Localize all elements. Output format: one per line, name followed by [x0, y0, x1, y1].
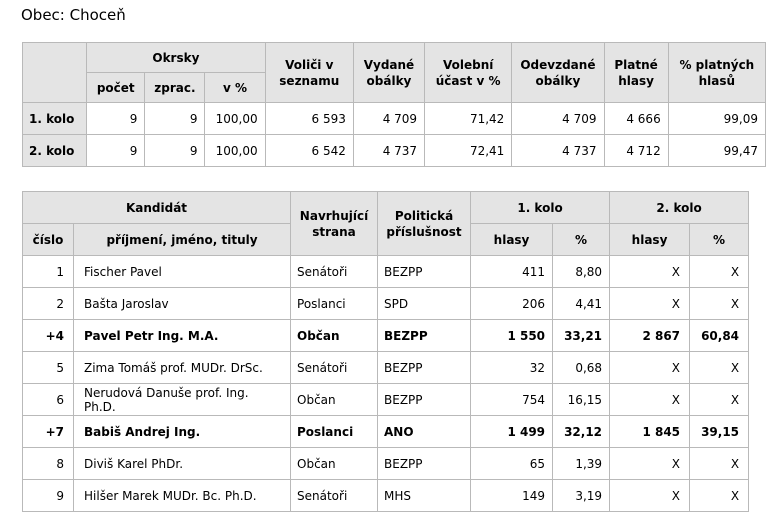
round1-pct: 32,12	[553, 416, 610, 448]
header-okrsky: Okrsky	[87, 43, 265, 73]
candidate-name: Bašta Jaroslav	[74, 288, 291, 320]
cell-v-pct: 100,00	[205, 135, 265, 167]
round-label: 1. kolo	[23, 103, 87, 135]
header-zprac: zprac.	[145, 73, 205, 103]
round2-votes: X	[610, 448, 690, 480]
cell-pocet: 9	[87, 103, 145, 135]
header-pct-1: %	[553, 224, 610, 256]
candidate-affiliation: BEZPP	[378, 384, 471, 416]
cell-odevzdane: 4 709	[512, 103, 604, 135]
candidate-number: 9	[23, 480, 74, 512]
header-cislo: číslo	[23, 224, 74, 256]
candidate-name: Hilšer Marek MUDr. Bc. Ph.D.	[74, 480, 291, 512]
candidate-party: Občan	[291, 448, 378, 480]
round2-pct: X	[690, 480, 749, 512]
candidate-row	[23, 448, 749, 480]
candidate-name: Zima Tomáš prof. MUDr. DrSc.	[74, 352, 291, 384]
candidate-name: Pavel Petr Ing. M.A.	[74, 320, 291, 352]
cell-volici: 6 542	[265, 135, 353, 167]
round1-pct: 3,19	[553, 480, 610, 512]
candidate-number: +7	[23, 416, 74, 448]
round1-votes: 411	[471, 256, 553, 288]
candidate-number: 5	[23, 352, 74, 384]
summary-row	[23, 103, 766, 135]
candidate-affiliation: BEZPP	[378, 352, 471, 384]
round2-pct: 39,15	[690, 416, 749, 448]
round2-pct: X	[690, 384, 749, 416]
candidate-affiliation: BEZPP	[378, 448, 471, 480]
header-vydane: Vydané obálky	[353, 43, 424, 103]
cell-volici: 6 593	[265, 103, 353, 135]
round2-votes: X	[610, 480, 690, 512]
cell-ucast: 72,41	[425, 135, 512, 167]
candidate-party: Poslanci	[291, 416, 378, 448]
candidate-number: 6	[23, 384, 74, 416]
round1-pct: 33,21	[553, 320, 610, 352]
header-pct-platnych: % platných hlasů	[668, 43, 765, 103]
header-odevzdane: Odevzdané obálky	[512, 43, 604, 103]
round1-votes: 1 499	[471, 416, 553, 448]
cell-platne: 4 666	[604, 103, 668, 135]
header-pct-2: %	[690, 224, 749, 256]
candidate-number: 2	[23, 288, 74, 320]
candidate-party: Poslanci	[291, 288, 378, 320]
round2-votes: 1 845	[610, 416, 690, 448]
round2-votes: X	[610, 384, 690, 416]
candidate-row	[23, 320, 749, 352]
round1-votes: 1 550	[471, 320, 553, 352]
round1-votes: 149	[471, 480, 553, 512]
candidate-name: Fischer Pavel	[74, 256, 291, 288]
summary-row	[23, 135, 766, 167]
candidate-row	[23, 256, 749, 288]
summary-corner-cell	[23, 43, 87, 103]
candidate-row	[23, 480, 749, 512]
cell-v-pct: 100,00	[205, 103, 265, 135]
header-platne: Platné hlasy	[604, 43, 668, 103]
header-kolo2: 2. kolo	[610, 192, 749, 224]
candidate-name: Diviš Karel PhDr.	[74, 448, 291, 480]
round2-pct: X	[690, 448, 749, 480]
candidate-affiliation: MHS	[378, 480, 471, 512]
candidate-party: Senátoři	[291, 256, 378, 288]
round2-votes: X	[610, 352, 690, 384]
round1-votes: 65	[471, 448, 553, 480]
round1-votes: 32	[471, 352, 553, 384]
header-strana: Navrhující strana	[291, 192, 378, 256]
round2-votes: X	[610, 288, 690, 320]
header-kandidat: Kandidát	[23, 192, 291, 224]
round1-pct: 8,80	[553, 256, 610, 288]
candidate-name: Babiš Andrej Ing.	[74, 416, 291, 448]
round2-votes: 2 867	[610, 320, 690, 352]
round1-pct: 4,41	[553, 288, 610, 320]
candidate-party: Občan	[291, 384, 378, 416]
candidates-table	[22, 191, 749, 512]
candidate-row	[23, 352, 749, 384]
cell-ucast: 71,42	[425, 103, 512, 135]
header-volici: Voliči v seznamu	[265, 43, 353, 103]
candidate-affiliation: BEZPP	[378, 256, 471, 288]
round2-pct: X	[690, 288, 749, 320]
cell-zprac: 9	[145, 103, 205, 135]
candidate-party: Senátoři	[291, 480, 378, 512]
cell-vydane: 4 737	[353, 135, 424, 167]
round2-pct: X	[690, 256, 749, 288]
candidate-name: Nerudová Danuše prof. Ing. Ph.D.	[74, 384, 291, 416]
cell-pct-platnych: 99,09	[668, 103, 765, 135]
candidate-number: 1	[23, 256, 74, 288]
candidate-affiliation: BEZPP	[378, 320, 471, 352]
page-title: Obec: Choceň	[21, 6, 126, 24]
round2-votes: X	[610, 256, 690, 288]
cell-pocet: 9	[87, 135, 145, 167]
header-pocet: počet	[87, 73, 145, 103]
header-ucast: Volební účast v %	[425, 43, 512, 103]
candidate-row	[23, 288, 749, 320]
candidate-row	[23, 384, 749, 416]
candidate-number: +4	[23, 320, 74, 352]
candidate-affiliation: SPD	[378, 288, 471, 320]
round1-votes: 206	[471, 288, 553, 320]
round2-pct: X	[690, 352, 749, 384]
round1-pct: 1,39	[553, 448, 610, 480]
round1-votes: 754	[471, 384, 553, 416]
header-hlasy-2: hlasy	[610, 224, 690, 256]
cell-pct-platnych: 99,47	[668, 135, 765, 167]
header-kolo1: 1. kolo	[471, 192, 610, 224]
turnout-summary-table	[22, 42, 766, 167]
candidate-party: Občan	[291, 320, 378, 352]
header-jmeno: příjmení, jméno, tituly	[74, 224, 291, 256]
candidate-affiliation: ANO	[378, 416, 471, 448]
round-label: 2. kolo	[23, 135, 87, 167]
cell-platne: 4 712	[604, 135, 668, 167]
round2-pct: 60,84	[690, 320, 749, 352]
header-hlasy-1: hlasy	[471, 224, 553, 256]
candidate-row	[23, 416, 749, 448]
cell-odevzdane: 4 737	[512, 135, 604, 167]
round1-pct: 0,68	[553, 352, 610, 384]
header-prislusnost: Politická příslušnost	[378, 192, 471, 256]
cell-zprac: 9	[145, 135, 205, 167]
candidate-number: 8	[23, 448, 74, 480]
cell-vydane: 4 709	[353, 103, 424, 135]
round1-pct: 16,15	[553, 384, 610, 416]
candidate-party: Senátoři	[291, 352, 378, 384]
header-v-pct: v %	[205, 73, 265, 103]
